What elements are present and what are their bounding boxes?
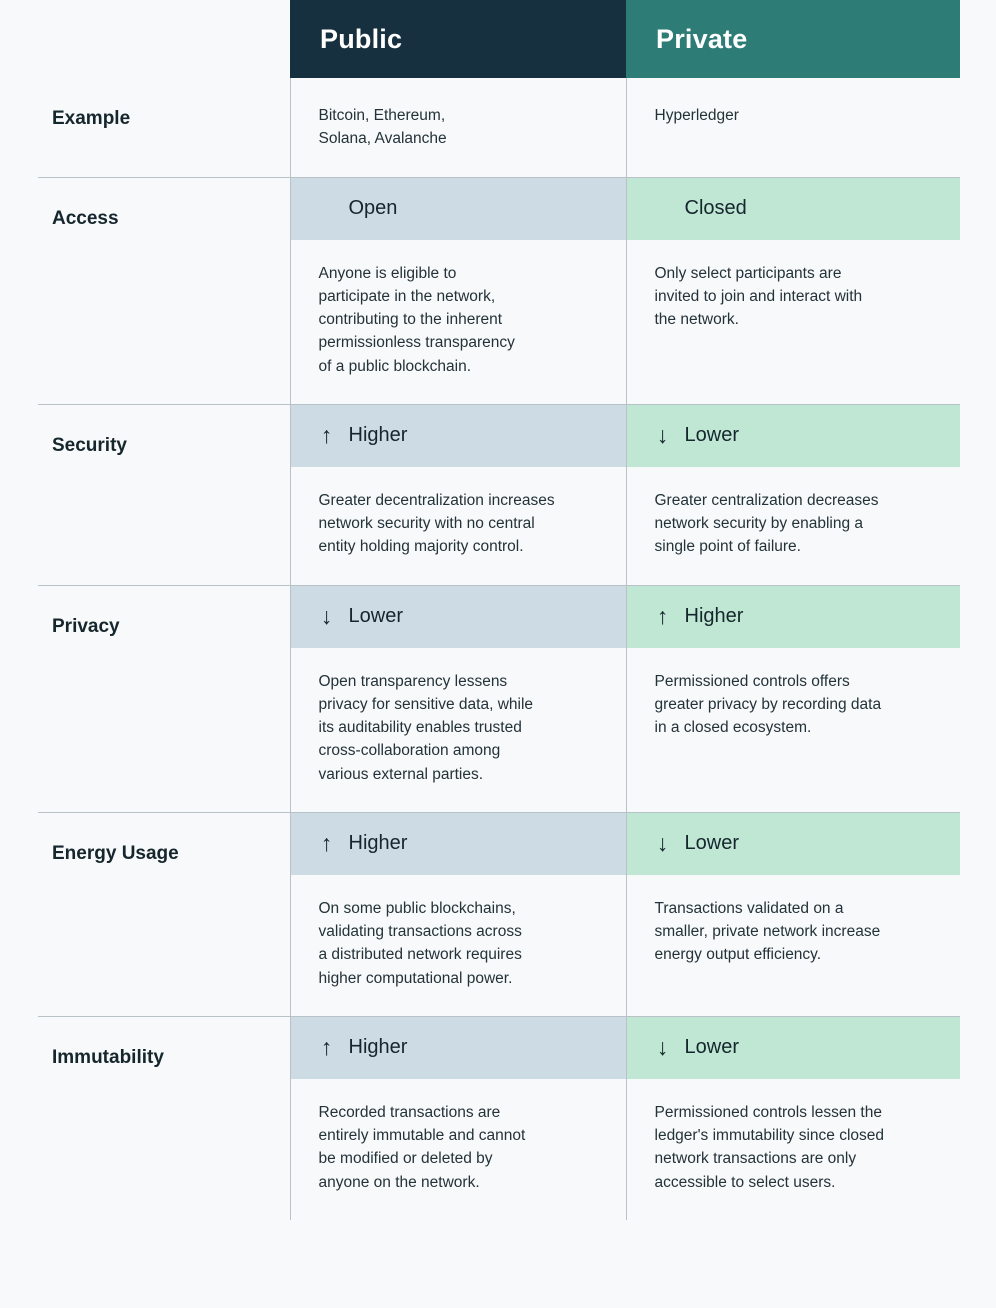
cell-energy-public-desc xyxy=(290,875,626,1017)
cell-access-public-desc xyxy=(290,240,626,405)
cell-immutability-private-desc-text: Permissioned controls lessen the ledger's immutability since closed network transactions are only accessible to select users. xyxy=(627,1079,961,1220)
cell-privacy-private-desc-text: Permissioned controls offers greater privacy by recording data in a closed ecosystem. xyxy=(627,648,961,766)
table-row xyxy=(38,404,960,467)
arrow-down-icon: ↓ xyxy=(656,422,669,449)
arrow-up-icon: ↑ xyxy=(320,422,333,449)
cell-access-public-band xyxy=(290,177,626,240)
cell-privacy-private-band xyxy=(626,585,960,648)
cell-access-private-value: Closed xyxy=(684,197,747,219)
arrow-up-icon: ↑ xyxy=(656,603,669,629)
cell-access-private-desc-text: Only select participants are invited to join and interact with the network. xyxy=(627,240,961,358)
cell-immutability-private-value: Lower xyxy=(684,1036,739,1059)
row-label-access: Access xyxy=(38,177,290,404)
cell-security-private-desc-text: Greater centralization decreases network security by enabling a single point of failure. xyxy=(627,467,961,585)
cell-access-private-band xyxy=(626,177,960,240)
header-public xyxy=(290,0,626,78)
cell-energy-private-desc-text: Transactions validated on a smaller, private network increase energy output efficiency. xyxy=(627,875,961,993)
cell-immutability-private-desc xyxy=(626,1079,960,1220)
header-public-label: Public xyxy=(320,23,403,54)
cell-security-public-value: Higher xyxy=(348,424,408,447)
cell-example-private xyxy=(626,78,960,177)
cell-access-private-desc xyxy=(626,240,960,405)
cell-security-private-value: Lower xyxy=(684,424,739,447)
arrow-down-icon: ↓ xyxy=(656,1034,669,1061)
cell-security-public-band xyxy=(290,404,626,467)
cell-privacy-private-value: Higher xyxy=(684,605,744,627)
cell-energy-private-value: Lower xyxy=(684,832,739,855)
table-row xyxy=(38,1016,960,1079)
cell-privacy-public-value: Lower xyxy=(348,605,403,627)
cell-immutability-private-band xyxy=(626,1016,960,1079)
header-private xyxy=(626,0,960,78)
header-label-blank xyxy=(38,0,290,78)
cell-example-public-text: Bitcoin, Ethereum, Solana, Avalanche xyxy=(291,78,626,177)
row-label-immutability: Immutability xyxy=(38,1016,290,1220)
table-body xyxy=(38,78,960,1220)
table-row xyxy=(38,585,960,648)
cell-immutability-public-value: Higher xyxy=(348,1036,408,1059)
row-label-privacy: Privacy xyxy=(38,585,290,812)
cell-immutability-public-band xyxy=(290,1016,626,1079)
arrow-down-icon: ↓ xyxy=(320,603,333,629)
cell-security-private-desc xyxy=(626,467,960,585)
cell-security-private-band xyxy=(626,404,960,467)
cell-example-private-text: Hyperledger xyxy=(627,78,961,153)
cell-energy-public-value: Higher xyxy=(348,832,408,855)
public-vs-private-comparison-table xyxy=(38,0,960,1220)
header-private-label: Private xyxy=(656,23,748,54)
table-row xyxy=(38,812,960,875)
row-label-security: Security xyxy=(38,404,290,585)
cell-privacy-public-band xyxy=(290,585,626,648)
arrow-up-icon: ↑ xyxy=(320,1034,333,1061)
cell-example-public xyxy=(290,78,626,177)
table-header xyxy=(38,0,960,78)
cell-immutability-public-desc-text: Recorded transactions are entirely immutable and cannot be modified or deleted by anyone on the network. xyxy=(291,1079,626,1220)
cell-privacy-private-desc xyxy=(626,648,960,813)
cell-access-public-value: Open xyxy=(348,197,398,219)
cell-security-public-desc-text: Greater decentralization increases network security with no central entity holding majority control. xyxy=(291,467,626,585)
cell-energy-private-band xyxy=(626,812,960,875)
cell-energy-public-desc-text: On some public blockchains, validating transactions across a distributed network requires higher computational power. xyxy=(291,875,626,1016)
cell-access-public-desc-text: Anyone is eligible to participate in the network, contributing to the inherent permissionless transparency of a public blockchain. xyxy=(291,240,626,404)
cell-energy-public-band xyxy=(290,812,626,875)
cell-energy-private-desc xyxy=(626,875,960,1017)
table-row xyxy=(38,177,960,240)
arrow-up-icon: ↑ xyxy=(320,830,333,857)
row-label-example: Example xyxy=(38,78,290,177)
cell-immutability-public-desc xyxy=(290,1079,626,1220)
row-label-energy-usage: Energy Usage xyxy=(38,812,290,1016)
cell-privacy-public-desc-text: Open transparency lessens privacy for sensitive data, while its auditability enables trusted cross-collaboration among various external parties. xyxy=(291,648,626,812)
cell-privacy-public-desc xyxy=(290,648,626,813)
cell-security-public-desc xyxy=(290,467,626,585)
table-row xyxy=(38,78,960,177)
arrow-down-icon: ↓ xyxy=(656,830,669,857)
